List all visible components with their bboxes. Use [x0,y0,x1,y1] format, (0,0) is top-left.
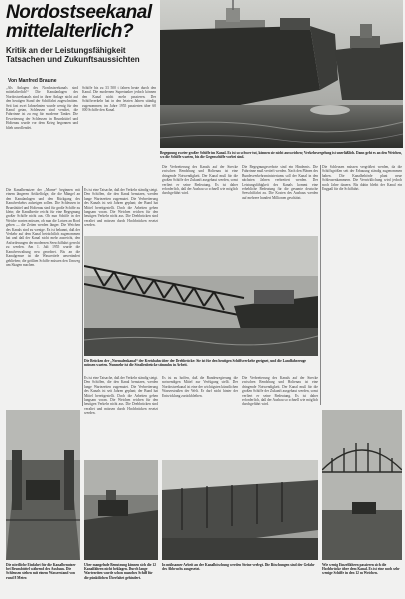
headline: Nordostseekanal mittelalterlich? [6,2,152,42]
subheadline: Kritik an der Leistungsfähigkeit Tatsachen und Zukunftsaussichten [6,46,140,64]
article-column-5: Die Schleusen müssen vergrößert werden, da die Schiffsgrößen seit der Erbauung ständig zugenommen haben. Die Kanalbehörde plant neue Schleusenkammern. Die Verwirklichung wird jedoch noch Jahre dauern. Bis dahin bleibt der Kanal ein Engpaß für die Schiffahrt. [322,165,402,192]
entrance-photo-illustration [6,410,80,560]
column-rule [82,186,83,406]
article-column-4b: Die Verbreiterung des Kanals auf der Strecke zwischen Rendsburg und Holtenau ist eine dringende Notwendigkeit. Der Kanal muß für die großen Schiffe der Zukunft ausgebaut werden, sonst verliert er seine Bedeutung. Es ist daher erforderlich, daß der Ausbau so schnell wie möglich durchgeführt wird. [242,376,318,407]
ferries-photo-illustration [84,460,158,560]
article-column-3: Die Verbreiterung des Kanals auf der Strecke zwischen Rendsburg und Holtenau ist eine dringende Notwendigkeit. Der Kanal muß für die großen Schiffe der Zukunft ausgebaut werden, sonst verliert er seine Bedeutung. Es ist daher erforderlich, daß der Ausbau so schnell wie möglich durchgeführt wird. [162,165,238,196]
photo-canal-embankment [162,460,318,560]
caption-high-bridge-photo: Wie wenig Einzelfähren passieren sich die Hochbrücke über dem Kanal. Es ist eine noch sehr wenige Schiffe in den 12 m Weichen. [322,563,400,576]
photo-canal-entrance [6,410,80,560]
caption-entrance-photo: Die nördliche Einfahrt für die Kanalbenutzer bei Brunsbüttel während des Ausbaus. Die Schleusen stehen mit einem Wasserstand von rund 8 Meter. [6,563,76,580]
caption-bridge-photo: Die Brücken der „Normalenkanal“ der Kreisbahn über der Drehbrücke: Sie ist für den heutigen Schiffsverkehr geeignet, und die Landfahrzeuge müssen warten. Nunmehr ist die Straßenbrücke stimmlos in Arbeit. [84,359,306,368]
bridge-photo-illustration [84,236,318,356]
photo-canal-bridge [84,236,318,356]
column-rule [320,165,321,405]
caption-ferries-photo: Über mangelnde Benutzung können sich die 12 Kanalfähren nicht beklagen. Durch lange Wartezeiten wurde schon manches Schiff für die pünktlichen Überfahrt gehindert. [84,563,157,580]
intro-text-col2: Schiffe bis zu 33 500 t fahren heute durch den Kanal. Die modernen Supertanker jedoch können den Kanal nicht mehr passieren. Der Schiffsverkehr hat in den letzten Jahren ständig zugenommen; im Jahre 1955 passierten über 60 000 Schiffe den Kanal. [82,86,156,113]
photo-ship-in-canal [160,0,403,148]
article-column-2b: Es ist eine Tatsache, daß der Verkehr ständig steigt. Den Schiffen, die den Kanal benutzen, werden lange Wartezeiten zugemutet. Die Verbreiterung des Kanals ist seit Jahren geplant; der Bund hat Mittel bereitgestellt. Doch die Arbeiten gehen langsam voran. Die Weichen reichen für den heutigen Verkehr nicht aus. Die Drehbrücken sind veraltet und müssen durch Hochbrücken ersetzt werden. [84,376,158,416]
article-column-2: Es ist eine Tatsache, daß der Verkehr ständig steigt. Den Schiffen, die den Kanal benutzen, werden lange Wartezeiten zugemutet. Die Verbreiterung des Kanals ist seit Jahren geplant; der Bund hat Mittel bereitgestellt. Doch die Arbeiten gehen langsam voran. Die Weichen reichen für den heutigen Verkehr nicht aus. Die Drehbrücken sind veraltet und müssen durch Hochbrücken ersetzt werden. [84,188,158,228]
intro-text: „Als Anlagen des Nordostseekanals sind mittelalterlich!“ Die Kanalanlagen des Nordostseekanals sind in ihrer Anlage nicht auf den heutigen Stand der Schiffahrt zugeschnitten. Seit fast zwei Jahrzehnten wurde wenig für den Kanal getan, Schleusen sind veraltet, die Fahrrinne ist zu eng für moderne Tanker. Die Erweiterung der Schleusen in Brunsbüttel und Holtenau wurde vor dem Krieg begonnen und blieb unvollendet. [6,86,78,130]
caption-ship-photo: Begegnung zweier großer Schiffe im Kanal. Es ist so schwer tut, können sie nicht ausweichen; Verkehrsregelung ist unerläßlich. Dann geht es an den Weichen, wo die Schiffe warten, bis die Gegenschiffe vorbei sind. [160,151,402,160]
article-column-3b: Es ist zu hoffen, daß die Bundesregierung die notwendigen Mittel zur Verfügung stellt. Der Nordostseekanal ist eine der wichtigsten künstlichen Wasserstraßen der Welt. Er darf nicht hinter der Entwicklung zurückbleiben. [162,376,238,398]
photo-high-bridge [322,410,402,560]
article-column-4: Die Begegnungsverbote sind ein Hindernis. Die Fahrrinne muß vertieft werden. Nach den Plänen des Bundesverkehrsministeriums soll der Kanal in den nächsten Jahren verbreitert werden. Der Leistungsfähigkeit des Kanals kommt eine erhebliche Bedeutung für die gesamte deutsche Seeschiffahrt zu. Die Kosten des Ausbaus werden auf mehrere hundert Millionen geschätzt. [242,165,318,200]
photo-canal-ferries [84,460,158,560]
high-bridge-photo-illustration [322,410,402,560]
ship-photo-illustration [160,0,403,148]
embankment-photo-illustration [162,460,318,560]
author-byline: Von Manfred Braune [8,78,57,84]
article-column-1: Die Kanalbenutzer der „Marne“ beginnen mit einem längeren Artikelfolge, die die Mängel an den Kanalanlagen und den Rückgang des Kanalverkehrs aufzeigen sollen. Die Schleusen in Brunsbüttel und Holtenau sind für große Schiffe zu klein; die Kanalbreite reicht für eine Begegnung großer Schiffe nicht aus. Ob nun Schiffe in der Weiche warten müssen, ob nun die Lotsen an Bord gehen — die Zeiten werden länger. Die Weichen des Kanals sind zu wenige. Es ist bekannt, daß der Verkehr auf dem Kanal beträchtlich zugenommen hat und daß der Kanal nicht mehr ausreicht, den Anforderungen der modernen Seeschiffahrt gerecht zu werden. Am 1. Juli 1955 wurde die Kanalverwaltung neu geordnet. Bis an die Kanalgrenze ist die Wassertiefe unverändert geblieben; die größten Schiffe müssen den Umweg um Skagen machen. [6,188,80,267]
caption-embankment-photo: In mühsamer Arbeit an der Kanalböschung werden Steine verlegt. Die Böschungen sind der Gefahr des Abbruchs ausgesetzt. [162,563,315,572]
